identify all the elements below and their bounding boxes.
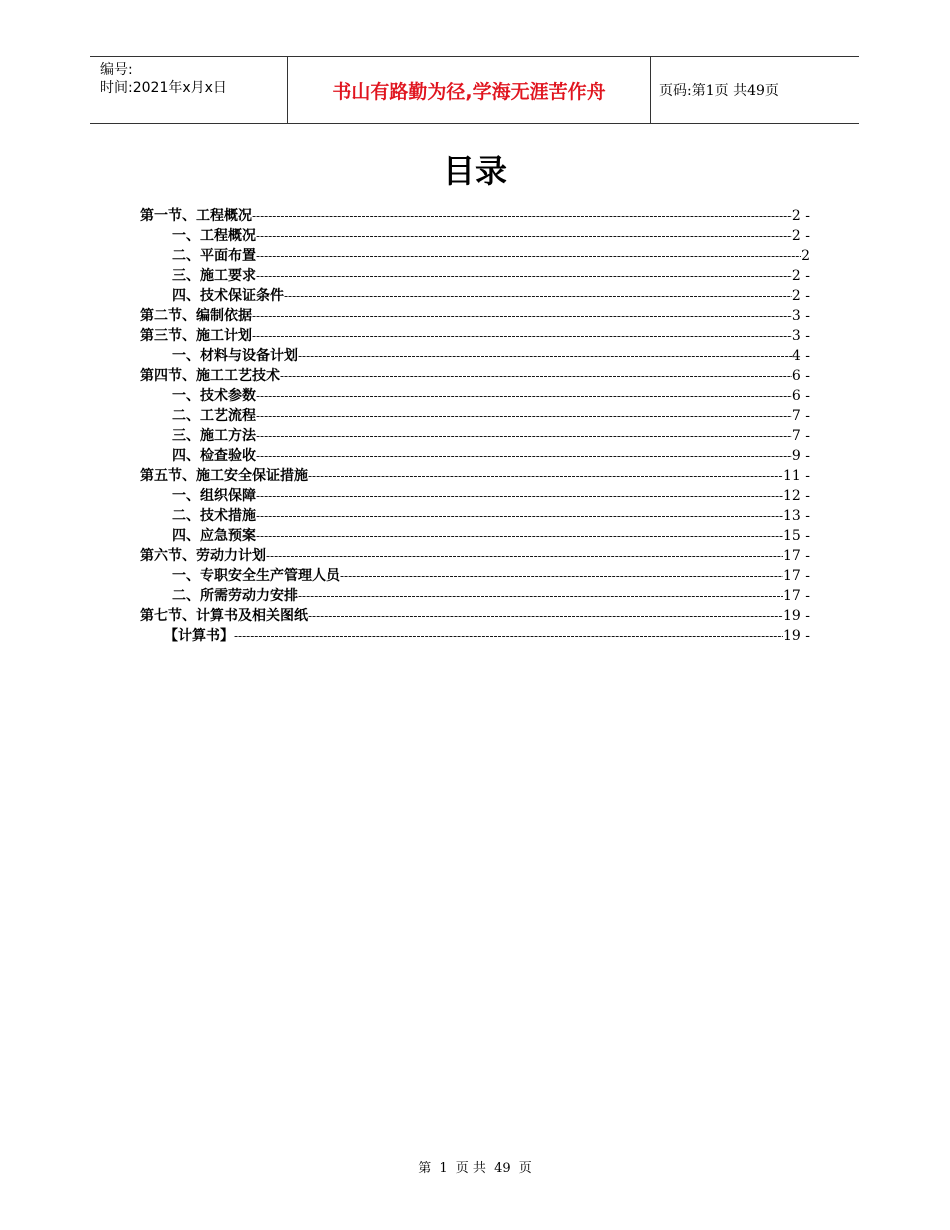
- toc-leader-dashes: [298, 346, 792, 366]
- toc-entry-page: 19 -: [783, 628, 810, 644]
- footer-total-pages: 49: [494, 1161, 511, 1176]
- toc-leader-dashes: [256, 406, 792, 426]
- toc-entry-page: 17 -: [783, 588, 810, 604]
- header-motto: 书山有路勤为径,学海无涯苦作舟: [287, 57, 651, 123]
- toc-entry[interactable]: [140, 626, 810, 646]
- toc-entry[interactable]: [140, 226, 810, 246]
- toc-entry-page: 12 -: [783, 488, 810, 504]
- toc-entry-page: 11 -: [783, 468, 810, 484]
- toc-leader-dashes: [284, 286, 792, 306]
- toc-entry-label: 一、工程概况: [172, 228, 256, 244]
- toc-leader-dashes: [256, 266, 792, 286]
- toc-entry-label: 一、技术参数: [172, 388, 256, 404]
- toc-entry-page: 13 -: [783, 508, 810, 524]
- toc-entry-page: 9 -: [791, 448, 810, 464]
- footer-suffix: 页: [518, 1161, 532, 1176]
- toc-leader-dashes: [234, 626, 783, 646]
- toc-entry-page: 3 -: [791, 328, 810, 344]
- toc-entry-label: 四、技术保证条件: [172, 288, 284, 304]
- toc-entry[interactable]: [140, 246, 810, 266]
- toc-entry-label: 一、专职安全生产管理人员: [172, 568, 340, 584]
- toc-entry[interactable]: [140, 586, 810, 606]
- toc-entry-label: 第五节、施工安全保证措施: [140, 468, 308, 484]
- toc-leader-dashes: [266, 546, 783, 566]
- toc-entry[interactable]: [140, 466, 810, 486]
- toc-entry[interactable]: [140, 606, 810, 626]
- footer-prefix: 第: [418, 1161, 432, 1176]
- toc-entry-page: 2 -: [791, 208, 810, 224]
- toc-entry-label: 第一节、工程概况: [140, 208, 252, 224]
- header-meta: [90, 57, 287, 123]
- toc-entry-label: 一、组织保障: [172, 488, 256, 504]
- toc-entry[interactable]: [140, 346, 810, 366]
- toc-entry-page: 17 -: [783, 568, 810, 584]
- toc-entry-page: 7 -: [791, 408, 810, 424]
- toc-leader-dashes: [298, 586, 783, 606]
- toc-entry-label: 第七节、计算书及相关图纸: [140, 608, 308, 624]
- toc-entry[interactable]: [140, 486, 810, 506]
- toc-entry-label: 三、施工要求: [172, 268, 256, 284]
- toc-entry[interactable]: [140, 566, 810, 586]
- document-time-label: 时间:2021年x月x日: [100, 80, 227, 96]
- toc-entry[interactable]: [140, 446, 810, 466]
- toc-entry-page: 2: [801, 248, 810, 264]
- toc-entry-page: 4 -: [791, 348, 810, 364]
- toc-entry-label: 四、检查验收: [172, 448, 256, 464]
- toc-leader-dashes: [308, 466, 783, 486]
- toc-entry-page: 2 -: [791, 268, 810, 284]
- toc-entry-label: 第三节、施工计划: [140, 328, 252, 344]
- toc-entry-label: 二、技术措施: [172, 508, 256, 524]
- toc-entry-page: 6 -: [791, 388, 810, 404]
- toc-entry-label: 四、应急预案: [172, 528, 256, 544]
- toc-entry[interactable]: [140, 426, 810, 446]
- toc-entry-label: 第四节、施工工艺技术: [140, 368, 280, 384]
- toc-entry-page: 3 -: [791, 308, 810, 324]
- toc-entry-page: 6 -: [791, 368, 810, 384]
- toc-entry[interactable]: [140, 366, 810, 386]
- toc-entry[interactable]: [140, 206, 810, 226]
- toc-entry[interactable]: [140, 326, 810, 346]
- toc-leader-dashes: [340, 566, 783, 586]
- toc-leader-dashes: [256, 446, 792, 466]
- toc-leader-dashes: [256, 526, 783, 546]
- toc-entry[interactable]: [140, 506, 810, 526]
- toc-entry-label: 三、施工方法: [172, 428, 256, 444]
- toc-leader-dashes: [308, 606, 783, 626]
- toc-entry-label: 二、工艺流程: [172, 408, 256, 424]
- page-header: [90, 56, 859, 124]
- toc-leader-dashes: [256, 506, 783, 526]
- toc-leader-dashes: [256, 426, 792, 446]
- toc-leader-dashes: [252, 306, 792, 326]
- toc-entry-page: 7 -: [791, 428, 810, 444]
- toc-entry-label: 第六节、劳动力计划: [140, 548, 266, 564]
- toc-entry-page: 2 -: [791, 288, 810, 304]
- toc-entry[interactable]: [140, 526, 810, 546]
- toc-leader-dashes: [256, 486, 783, 506]
- document-number-label: 编号:: [100, 62, 133, 78]
- toc-entry[interactable]: [140, 266, 810, 286]
- toc-leader-dashes: [256, 386, 792, 406]
- toc-leader-dashes: [280, 366, 792, 386]
- header-page-info: 页码:第1页 共49页: [659, 83, 779, 99]
- toc-entry-page: 2 -: [791, 228, 810, 244]
- toc-entry[interactable]: [140, 406, 810, 426]
- toc-leader-dashes: [256, 226, 792, 246]
- toc-entry-label: 第二节、编制依据: [140, 308, 252, 324]
- page-title: 目录: [442, 152, 507, 190]
- toc-entry-label: 二、所需劳动力安排: [172, 588, 298, 604]
- footer-current-page: 1: [439, 1161, 448, 1176]
- toc-entry[interactable]: [140, 286, 810, 306]
- toc-entry-label: 【计算书】: [164, 628, 234, 644]
- toc-entry[interactable]: [140, 306, 810, 326]
- toc-leader-dashes: [256, 246, 801, 266]
- toc-entry[interactable]: [140, 386, 810, 406]
- toc-entry[interactable]: [140, 546, 810, 566]
- toc-leader-dashes: [252, 206, 792, 226]
- toc-entry-page: 19 -: [783, 608, 810, 624]
- footer-middle: 页 共: [455, 1161, 486, 1176]
- toc-entry-label: 一、材料与设备计划: [172, 348, 298, 364]
- toc-entry-label: 二、平面布置: [172, 248, 256, 264]
- toc-entry-page: 17 -: [783, 548, 810, 564]
- page-footer: [0, 1157, 950, 1176]
- table-of-contents: [140, 206, 810, 646]
- toc-leader-dashes: [252, 326, 792, 346]
- toc-entry-page: 15 -: [783, 528, 810, 544]
